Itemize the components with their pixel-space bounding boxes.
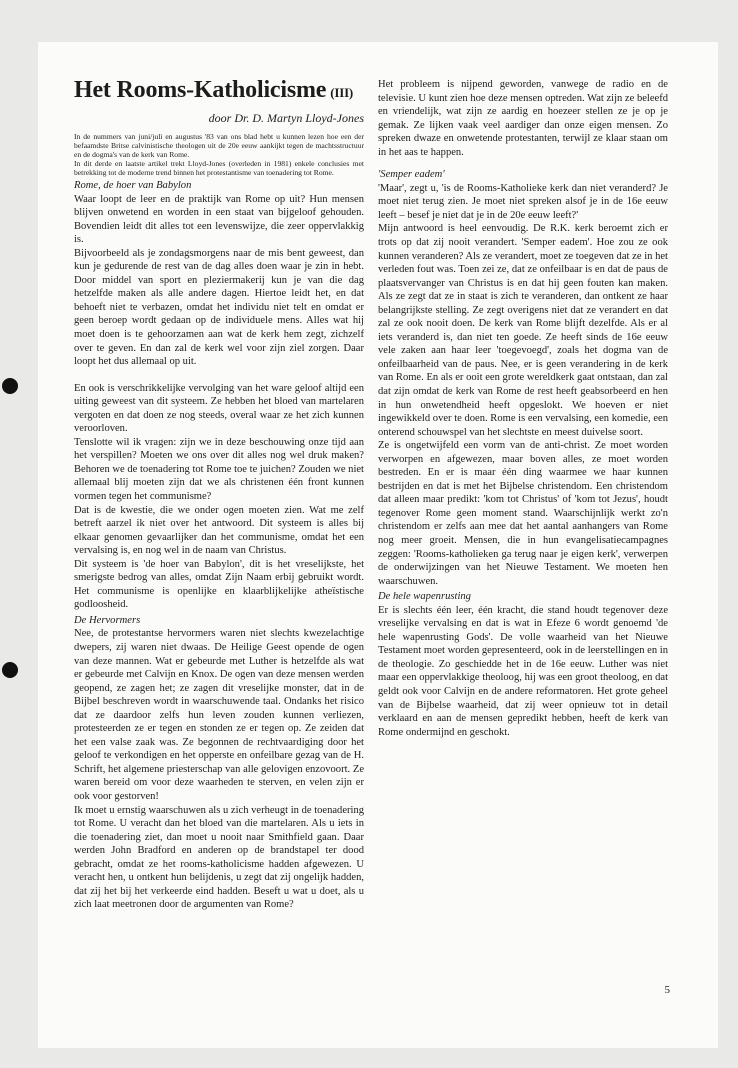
paragraph: Nee, de protestantse hervormers waren niet slechts kwezelachtige dwepers, zij waren niet dwaas. De Heilige Geest opende de ogen van deze mannen. Wat er gebeurde met Luther is hetzelfde als wat er gebeurde met Calvijn en Knox. De ogen van deze mensen werden geopend, ze zagen het; ze zagen dit vreselijke monster, dat in de Bijbel beschreven wordt in waarschuwende taal. Ondanks het risico dat ze daardoor zelfs hun leven zouden kunnen verliezen, protesteerden ze er tegen en stonden ze er tegen op. Ze zeiden dat het een valse zaak was. Ze begonnen de rechtvaardiging door het geloof te verkondigen en het opperste en onfeilbare gezag van de H. Schrift, het algemene priesterschap van alle gelovigen enzovoort. Ze waren bereid om voor deze waarheden te sterven, en velen zijn er ook voor gestorven! bbox=[74, 628, 364, 802]
punch-hole-bottom bbox=[2, 662, 18, 678]
punch-hole-top bbox=[2, 378, 18, 394]
paragraph: Mijn antwoord is heel eenvoudig. De R.K. kerk beroemt zich er trots op dat zij nooit verandert. 'Semper eadem'. Hoe zou ze ook kunnen veranderen? Als ze verandert, moet ze toegeven dat ze in het verleden fout was. Toen zei ze, dat ze onfeilbaar is en dat de paus de plaatsvervanger van Christus is en dat hij geen fouten kan maken. Als ze zegt dat ze in staat is zich te veranderen, dan ontkent ze haar belangrijkste stelling. Ze zegt overigens niet dat ze verandert en dat zal ze ook nooit doen. De kerk van Rome blijft dezelfde. Als er al iets veranderd is, dan niet ten goede. Ze heeft sinds de 16e eeuw vele zaken aan haar leer 'toegevoegd', zoals het dogma van de onfeilbaarheid van de paus. Nee, er is geen verandering in de kerk van Rome. En als er ooit een grote wereldkerk gaat ontstaan, dan zal dat zijn omdat de kerk van Rome de rest heeft geabsorbeerd en hen in hun onwetendheid heeft opgeslokt. We hoeven er niet ingewikkeld over te doen. Rome is een vervalsing, een komedie, een onterend schouwspel van het slechtste en meest duivelse soort. bbox=[378, 223, 668, 438]
paragraph: Waar loopt de leer en de praktijk van Rome op uit? Hun mensen blijven onwetend en worden in een staat van bijgeloof gehouden. Bovendien leidt dit alles tot een levenswijze, die zeer oppervlakkig is. bbox=[74, 193, 364, 246]
article-body-left bbox=[74, 180, 364, 912]
magazine-page bbox=[38, 42, 718, 1048]
right-column bbox=[378, 78, 668, 739]
intro-paragraph: In dit derde en laatste artikel trekt Lloyd-Jones (overleden in 1981) enkele conclusies met betrekking tot de moderne trend binnen het protestantisme van toenadering tot Rome. bbox=[74, 159, 364, 177]
paragraph: Tenslotte wil ik vragen: zijn we in deze beschouwing onze tijd aan het verspillen? Moeten we ons over dit alles nog wel druk maken? Behoren we de toenadering tot Rome toe te juichen? Zouden we niet allemaal blij moeten zijn dat we als christenen één front kunnen vormen tegen het communisme? bbox=[74, 436, 364, 502]
page-number: 5 bbox=[664, 984, 670, 996]
paragraph: Ze is ongetwijfeld een vorm van de anti-christ. Ze moet worden verworpen en afgewezen, maar boven alles, ze moet worden bestreden. En er is maar één ding waarmee we haar kunnen bestrijden en dat is met het Bijbelse christendom. Een christendom dat alleen maar predikt: 'kom tot Christus' of 'kom tot Jezus', houdt tegenover Rome geen moment stand. Waarschijnlijk werkt zo'n christendom er zelfs aan mee dat het aantal aanhangers van Rome nog meer groeit. Mensen, die in hun evangelisatiecampagnes zeggen: 'Rooms-katholieken ga terug naar je eigen kerk', verwerpen de onderwijzingen van het Nieuwe Testament. We moeten hen waarschuwen. bbox=[378, 440, 668, 587]
section-heading: De hele wapenrusting bbox=[378, 591, 471, 603]
paragraph: Ik moet u ernstig waarschuwen als u zich verheugt in de toenadering tot Rome. U veracht dan het bloed van die martelaren. Als u iets in die toenadering ziet, dan moet u nooit naar Smithfield gaan. Daar werden John Bradford en anderen op de brandstapel ter dood gebracht, omdat ze het rooms-katholicisme hadden afgewezen. U veracht hen, u ontkent hun belijdenis, u zegt dat zij ongelijk hadden, dat zij het bij het verkeerde eind hadden. Beseft u wat u doet, als u zich laat meetronen door de argumenten van Rome? bbox=[74, 804, 364, 911]
paragraph: Er is slechts één leer, één kracht, die stand houdt tegenover deze vreselijke vervalsing en dat is wat in Efeze 6 wordt genoemd 'de hele wapenrusting Gods'. De volle waarheid van het Nieuwe Testament moet worden gepresenteerd, ook in de leerstellingen en in de theologie. Zo geschiedde het in de 16e eeuw. Luther was niet maar een oppervlakkige theoloog, hij was een groot theoloog, en dat geldt ook voor Calvijn en de andere reformatoren. Het grote geheel van de Bijbelse waarheid, dat zij weer opnieuw tot in detail verklaard en aan de mensen gepredikt hebben, heeft de kerk van Rome ondermijnd en geschokt. bbox=[378, 604, 668, 738]
paragraph: Dat is de kwestie, die we onder ogen moeten zien. Wat me zelf betreft aarzel ik niet over het antwoord. Dit systeem is alles bij elkaar genomen gevaarlijker dan het communisme, omdat het een vervalsing is, en nog wel in de naam van Christus. bbox=[74, 504, 364, 557]
article-author: door Dr. D. Martyn Lloyd-Jones bbox=[208, 111, 364, 125]
paragraph: Bijvoorbeeld als je zondagsmorgens naar de mis bent geweest, dan kun je gedurende de rest van de dag alles doen waar je zin in hebt. Door middel van sport en pleziermakerij kun je van die dag hetzelfde maken als alle andere dagen. Hiertoe leidt het, en dat behoeft niet te verbazen, omdat het individu niet telt en omdat er geen beroep wordt gedaan op de individuele mens. Alles wat hij moet doen is te gehoorzamen aan wat de kerk hem zegt, zichzelf over te geven. En dan zal de kerk wel voor zijn ziel zorgen. Daar loopt het dus allemaal op uit. bbox=[74, 247, 364, 368]
section-heading: Rome, de hoer van Babylon bbox=[74, 180, 192, 191]
paragraph: Dit systeem is 'de hoer van Babylon', dit is het vreselijkste, het smerigste bedrog van alles, omdat Zijn Naam erbij gebruikt wordt. Het communisme is openlijke en klaarblijkelijke atheïstische godloosheid. bbox=[74, 558, 364, 611]
article-title bbox=[74, 76, 364, 107]
intro-paragraph: In de nummers van juni/juli en augustus '83 van ons blad hebt u kunnen lezen hoe een der befaamdste Britse calvinistische theologen uit de 20e eeuw aankijkt tegen de machtsstructuur en de dogma's van de kerk van Rome. bbox=[74, 132, 364, 159]
section-heading: De Hervormers bbox=[74, 614, 141, 626]
title-text: Het Rooms-Katholicisme bbox=[74, 77, 327, 103]
article-intro bbox=[74, 132, 364, 177]
paragraph: En ook is verschrikkelijke vervolging van het ware geloof altijd een uiting geweest van dit systeem. Ze hebben het bloed van martelaren vergoten en dat doen ze nog steeds, overal waar ze het zich kunnen veroorloven. bbox=[74, 382, 364, 435]
title-part: (III) bbox=[330, 85, 354, 100]
section-heading: 'Semper eadem' bbox=[378, 169, 445, 181]
paragraph: 'Maar', zegt u, 'is de Rooms-Katholieke kerk dan niet veranderd? Je moet niet terug zien. Je moet niet spreken alsof je in de 16e eeuw leeft – besef je niet dat je in de 20e eeuw leeft?' bbox=[378, 182, 668, 221]
paragraph: Het probleem is nijpend geworden, vanwege de radio en de televisie. U kunt zien hoe deze mensen optreden. Wat zijn ze beleefd en vriendelijk, wat zijn ze aardig en hoezeer stellen ze je op je gemak. Ze lijken vaak veel aardiger dan onze eigen mensen. Zo spreken dwaze en onwetende protestanten, terwijl ze klaar staan om in het aas te happen. bbox=[378, 79, 668, 158]
article-body-right bbox=[378, 78, 668, 739]
left-column bbox=[74, 76, 364, 912]
